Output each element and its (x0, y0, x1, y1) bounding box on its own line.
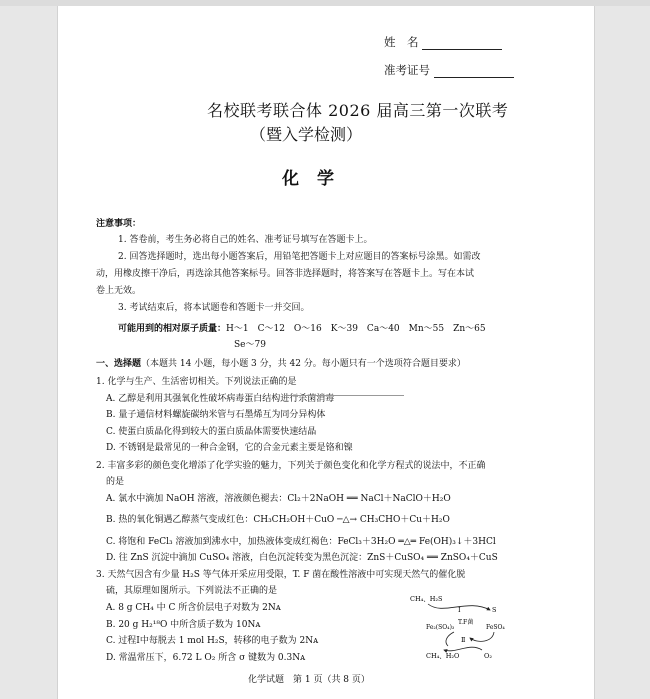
q1-option-b: B. 量子通信材料螺旋碳纳米管与石墨烯互为同分异构体 (106, 410, 326, 420)
page-footer: 化学试题 第 1 页（共 8 页） (248, 675, 370, 685)
atomic-mass-line-2: Se～79 (234, 340, 266, 350)
exam-page (57, 6, 595, 699)
diagram-catalyst: T.F菌 (458, 619, 474, 626)
section-title: 一、选择题 (96, 359, 142, 369)
exam-subtitle: （暨入学检测） (250, 125, 363, 144)
q2-option-d: D. 往 ZnS 沉淀中滴加 CuSO₄ 溶液，白色沉淀转变为黑色沉淀：ZnS＋CuSO₄ ══ ZnSO₄＋CuS (106, 553, 498, 563)
exam-title: 名校联考联合体 2026 届高三第一次联考 (207, 101, 509, 120)
id-field (384, 62, 514, 78)
section-heading (96, 358, 466, 370)
name-blank (422, 37, 502, 50)
section-note: （本题共 14 小题，每小题 3 分，共 42 分。每小题只有一个选项符合题目要求） (141, 359, 466, 369)
diagram-arrow-out (444, 647, 482, 651)
diagram-top-left: CH₄、H₂S (410, 595, 443, 603)
q3-stem-line-1: 3. 天然气因含有少量 H₂S 等气体开采应用受限，T. F 菌在酸性溶液中可实现天然气的催化脱 (96, 570, 466, 580)
notice-item-2-line-3: 卷上无效。 (96, 286, 142, 296)
diagram-left-species: Fe₂(SO₄)₃ (426, 624, 455, 631)
diagram-top-right: S (492, 606, 497, 614)
q2-option-a: A. 氯水中滴加 NaOH 溶液，溶液颜色褪去：Cl₂＋2NaOH ══ NaCl＋NaClO＋H₂O (106, 494, 451, 504)
diagram-bottom-right: O₂ (484, 652, 492, 660)
notice-heading: 注意事项： (96, 219, 142, 229)
q1-option-a: A. 乙醇是利用其强氧化性破坏病毒蛋白结构进行杀菌消毒 (106, 394, 335, 404)
q3-stem-line-2: 硫，其原理如图所示。下列说法不正确的是 (106, 586, 278, 596)
diagram-process-1: Ⅰ (458, 606, 461, 614)
id-blank (434, 65, 514, 78)
notice-item-3: 3. 考试结束后，将本试题卷和答题卡一并交回。 (118, 303, 310, 313)
notice-item-2-line-1: 2. 回答选择题时，选出每小题答案后，用铅笔把答题卡上对应题目的答案标号涂黑。如需改 (118, 252, 481, 262)
atomic-mass-row (118, 323, 486, 335)
q3-option-c: C. 过程Ⅰ中每脱去 1 mol H₂S，转移的电子数为 2Nᴀ (106, 636, 319, 646)
atomic-mass-label: 可能用到的相对原子质量： (118, 324, 227, 334)
name-field (384, 34, 502, 50)
subject-title: 化学 (282, 169, 352, 189)
q1-option-c: C. 使蛋白质晶化得到较大的蛋白质晶体需要快速结晶 (106, 427, 317, 437)
diagram-arrow-bottom (470, 632, 494, 641)
q1-option-d: D. 不锈钢是最常见的一种合金钢，它的合金元素主要是铬和镍 (106, 443, 353, 453)
notice-item-2-line-2: 动，用橡皮擦干净后，再选涂其他答案标号。回答非选择题时，将答案写在答题卡上。写在本试 (96, 269, 475, 279)
q2-option-b: B. 热的氧化铜遇乙醇蒸气变成红色：CH₃CH₂OH＋CuO ─△→ CH₃CHO＋Cu＋H₂O (106, 515, 450, 525)
name-label: 姓 名 (384, 35, 419, 49)
diagram-process-2: Ⅱ (461, 636, 466, 644)
q2-stem-line-2: 的是 (106, 477, 125, 487)
diagram-right-species: FeSO₄ (486, 624, 505, 631)
q1-stem: 1. 化学与生产、生活密切相关。下列说法正确的是 (96, 377, 297, 387)
diagram-bottom-left: CH₄、H₂O (426, 652, 460, 660)
notice-item-1: 1. 答卷前，考生务必将自己的姓名、准考证号填写在答题卡上。 (118, 235, 373, 245)
atomic-mass-line-1: H～1 C～12 O～16 K～39 Ca～40 Mn～55 Zn～65 (226, 324, 486, 334)
desulfurization-diagram (398, 592, 528, 664)
q2-option-c: C. 将饱和 FeCl₃ 溶液加到沸水中，加热液体变成红褐色：FeCl₃＋3H₂O ═△═ Fe(OH)₃↓＋3HCl (106, 537, 496, 547)
q2-stem-line-1: 2. 丰富多彩的颜色变化增添了化学实验的魅力，下列关于颜色变化和化学方程式的说法中，不正确 (96, 461, 486, 471)
q3-option-a: A. 8 g CH₄ 中 C 所含价层电子对数为 2Nᴀ (106, 603, 281, 613)
q3-option-b: B. 20 g H₂¹⁸O 中所含质子数为 10Nᴀ (106, 620, 261, 630)
diagram-arrow-cycle (446, 632, 454, 646)
q3-option-d: D. 常温常压下，6.72 L O₂ 所含 σ 键数为 0.3Nᴀ (106, 653, 306, 663)
strike-line (284, 395, 404, 396)
id-label: 准考证号 (384, 63, 430, 77)
